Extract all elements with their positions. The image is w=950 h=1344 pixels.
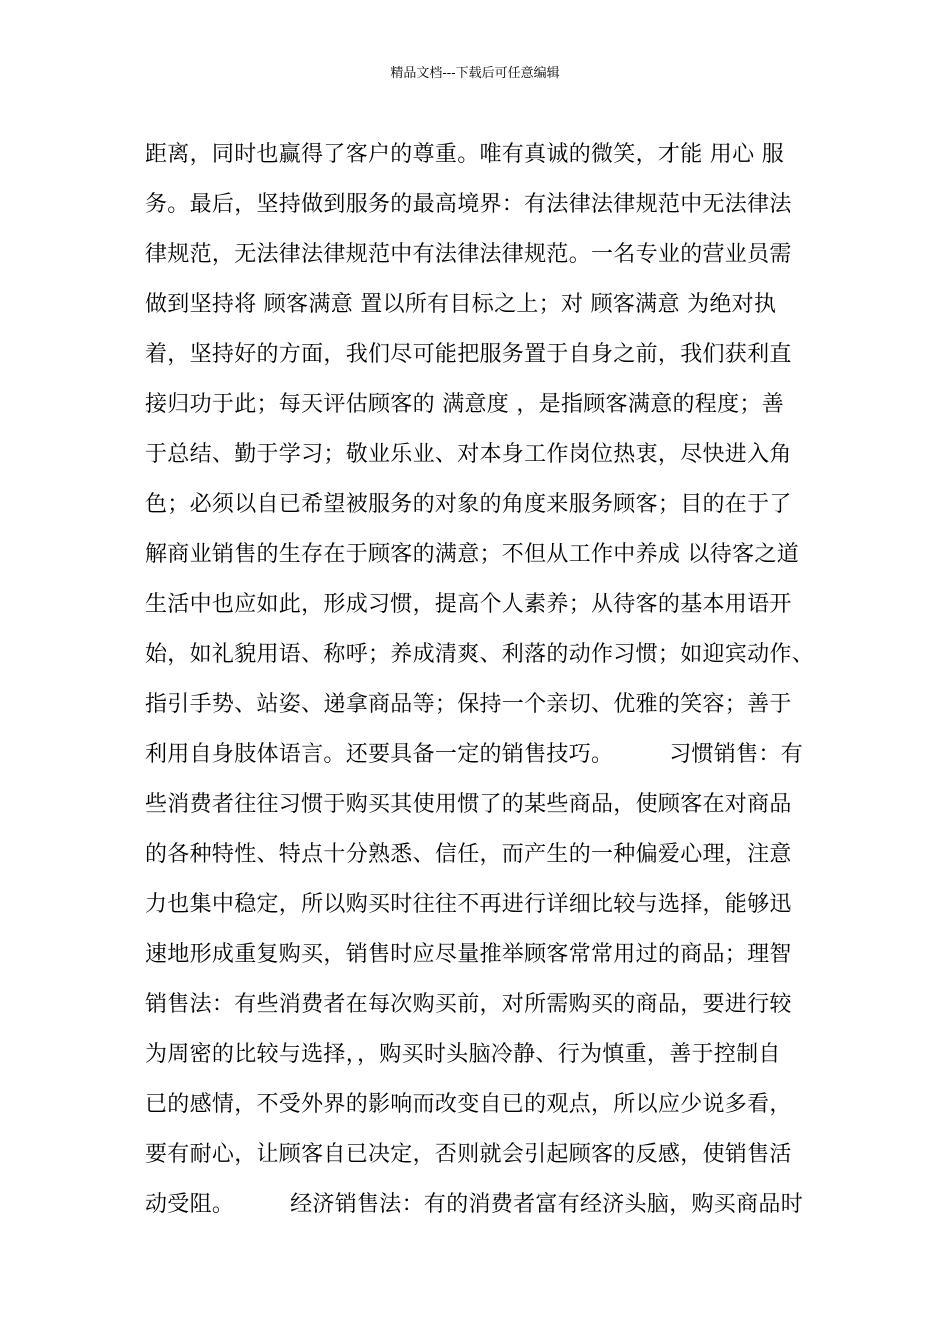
- text-line: 始，如礼貌用语、称呼；养成清爽、利落的动作习惯；如迎宾动作、: [145, 642, 815, 667]
- text-line: 指引手势、站姿、递拿商品等；保持一个亲切、优雅的笑容；善于: [145, 692, 792, 717]
- text-line: 已的感情，不受外界的影响而改变自已的观点，所以应少说多看，: [145, 1092, 792, 1117]
- text-line: 利用自身肢体语言。还要具备一定的销售技巧。 习惯销售：有: [145, 742, 804, 767]
- text-line: 的各种特性、特点十分熟悉、信任，而产生的一种偏爱心理，注意: [145, 842, 792, 867]
- page-header: 精品文档---下载后可任意编辑: [390, 66, 560, 81]
- text-line: 些消费者往往习惯于购买其使用惯了的某些商品，使顾客在对商品: [145, 792, 792, 817]
- text-line: 要有耐心，让顾客自已决定，否则就会引起顾客的反感，使销售活: [145, 1142, 792, 1167]
- text-line: 力也集中稳定，所以购买时往往不再进行详细比较与选择，能够迅: [145, 892, 792, 917]
- body-text: [145, 130, 845, 1230]
- text-line: 色；必须以自已希望被服务的对象的角度来服务顾客；目的在于了: [145, 492, 792, 517]
- text-line: 销售法：有些消费者在每次购买前，对所需购买的商品，要进行较: [145, 992, 792, 1017]
- text-line: 距离，同时也赢得了客户的尊重。唯有真诚的微笑，才能 用心 服: [145, 142, 784, 167]
- text-line: 务。最后，坚持做到服务的最高境界：有法律法律规范中无法律法: [145, 192, 792, 217]
- text-line: 做到坚持将 顾客满意 置以所有目标之上；对 顾客满意 为绝对执: [145, 292, 777, 317]
- text-line: 速地形成重复购买，销售时应尽量推举顾客常常用过的商品；理智: [145, 942, 792, 967]
- text-line: 于总结、勤于学习；敬业乐业、对本身工作岗位热衷，尽快进入角: [145, 442, 792, 467]
- text-line: 为周密的比较与选择，，购买时头脑冷静、行为慎重，善于控制自: [145, 1042, 781, 1067]
- text-line: 动受阻。 经济销售法：有的消费者富有经济头脑，购买商品时: [145, 1192, 804, 1217]
- text-line: 生活中也应如此，形成习惯，提高个人素养；从待客的基本用语开: [145, 592, 792, 617]
- text-line: 着，坚持好的方面，我们尽可能把服务置于自身之前，我们获利直: [145, 342, 792, 367]
- text-line: 接归功于此；每天评估顾客的 满意度 ，是指顾客满意的程度；善: [145, 392, 784, 417]
- text-line: 解商业销售的生存在于顾客的满意；不但从工作中养成 以待客之道: [145, 542, 799, 567]
- text-line: 律规范，无法律法律规范中有法律法律规范。一名专业的营业员需: [145, 242, 792, 267]
